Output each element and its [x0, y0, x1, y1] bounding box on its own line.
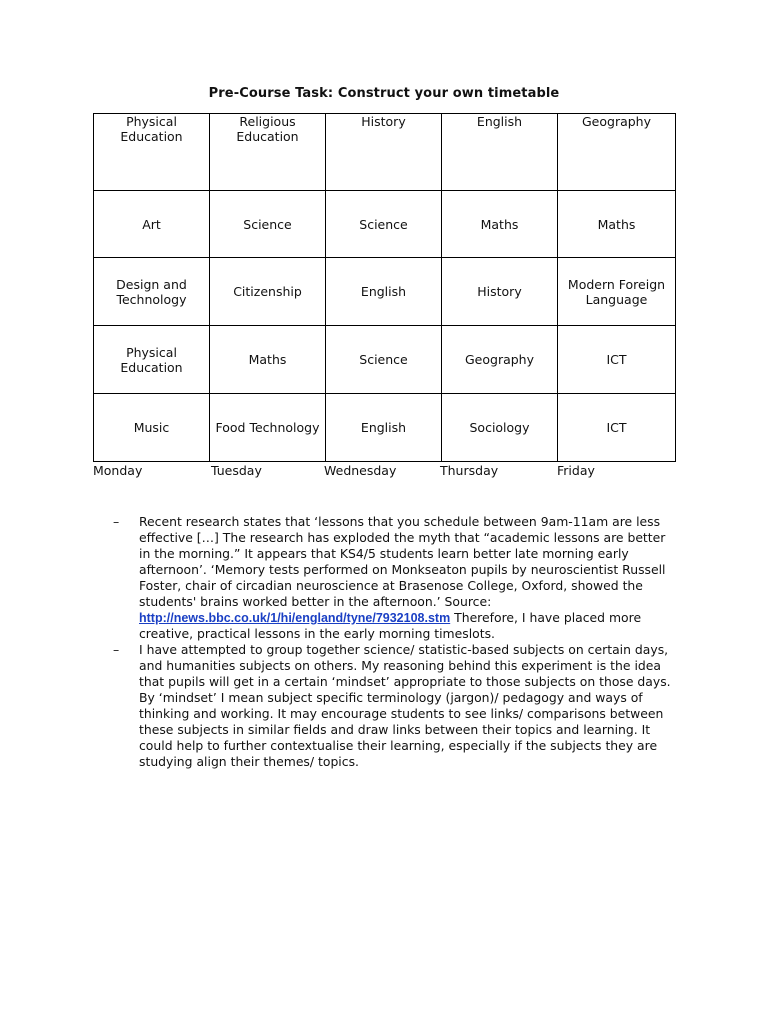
dash-bullet: –: [113, 642, 120, 657]
timetable-cell: History: [326, 114, 442, 191]
day-labels: [0, 463, 768, 481]
timetable-cell: Sociology: [442, 394, 558, 462]
timetable-cell: Geography: [558, 114, 676, 191]
timetable-cell: Maths: [442, 191, 558, 258]
timetable-cell: Maths: [210, 326, 326, 394]
timetable-cell: Science: [210, 191, 326, 258]
day-label-friday: Friday: [557, 463, 595, 478]
timetable-row: [94, 191, 676, 258]
page-title: Pre-Course Task: Construct your own timetable: [208, 86, 560, 101]
timetable-cell: ICT: [558, 326, 676, 394]
timetable-cell: Physical Education: [94, 114, 210, 191]
timetable-cell: ICT: [558, 394, 676, 462]
rationale-notes: [113, 514, 679, 770]
timetable-cell: Art: [94, 191, 210, 258]
timetable-cell: English: [326, 394, 442, 462]
timetable-cell: Science: [326, 326, 442, 394]
timetable-cell: English: [326, 258, 442, 326]
day-label-monday: Monday: [93, 463, 143, 478]
day-label-thursday: Thursday: [440, 463, 499, 478]
timetable-cell: Religious Education: [210, 114, 326, 191]
note-text: Recent research states that ‘lessons that you schedule between 9am-11am are less effective […] The research has exploded the myth that “academic lessons are better in the morning.” It appears that KS4/5 students learn better late morning early afternoon’. ‘Memory tests performed on Monkseaton pupils by neuroscientist Russell Foster, chair of circadian neuroscience at Brasenose College, Oxford, showed the students' brains worked better in the afternoon.’ Source:: [139, 514, 666, 609]
timetable-cell: Science: [326, 191, 442, 258]
timetable-cell: Food Technology: [210, 394, 326, 462]
timetable-row: [94, 258, 676, 326]
timetable-cell: Citizenship: [210, 258, 326, 326]
day-label-tuesday: Tuesday: [211, 463, 262, 478]
note-text: I have attempted to group together science/ statistic-based subjects on certain days, and humanities subjects on others. My reasoning behind this experiment is the idea that pupils will get in a certain ‘mindset’ appropriate to those subjects on those days. By ‘mindset’ I mean subject specific terminology (jargon)/ pedagogy and ways of thinking and working. It may encourage students to see links/ comparisons between these subjects in similar fields and draw links between their topics and learning. It could help to further contextualise their learning, especially if the subjects they are studying align their themes/ topics.: [139, 642, 671, 769]
source-link[interactable]: http://news.bbc.co.uk/1/hi/england/tyne/7932108.stm: [139, 611, 451, 625]
timetable-row: [94, 114, 676, 191]
timetable-cell: Music: [94, 394, 210, 462]
dash-bullet: –: [113, 514, 120, 529]
list-item: [113, 642, 679, 770]
timetable-cell: Maths: [558, 191, 676, 258]
timetable-cell: Modern Foreign Language: [558, 258, 676, 326]
timetable-cell: Design and Technology: [94, 258, 210, 326]
timetable-row: [94, 326, 676, 394]
timetable-cell: History: [442, 258, 558, 326]
list-item: [113, 514, 679, 642]
day-label-wednesday: Wednesday: [324, 463, 397, 478]
timetable-row: [94, 394, 676, 462]
note-text: Therefore, I have placed more creative, practical lessons in the early morning timeslots.: [139, 610, 642, 641]
timetable: [93, 113, 676, 462]
timetable-cell: Physical Education: [94, 326, 210, 394]
timetable-cell: Geography: [442, 326, 558, 394]
timetable-cell: English: [442, 114, 558, 191]
